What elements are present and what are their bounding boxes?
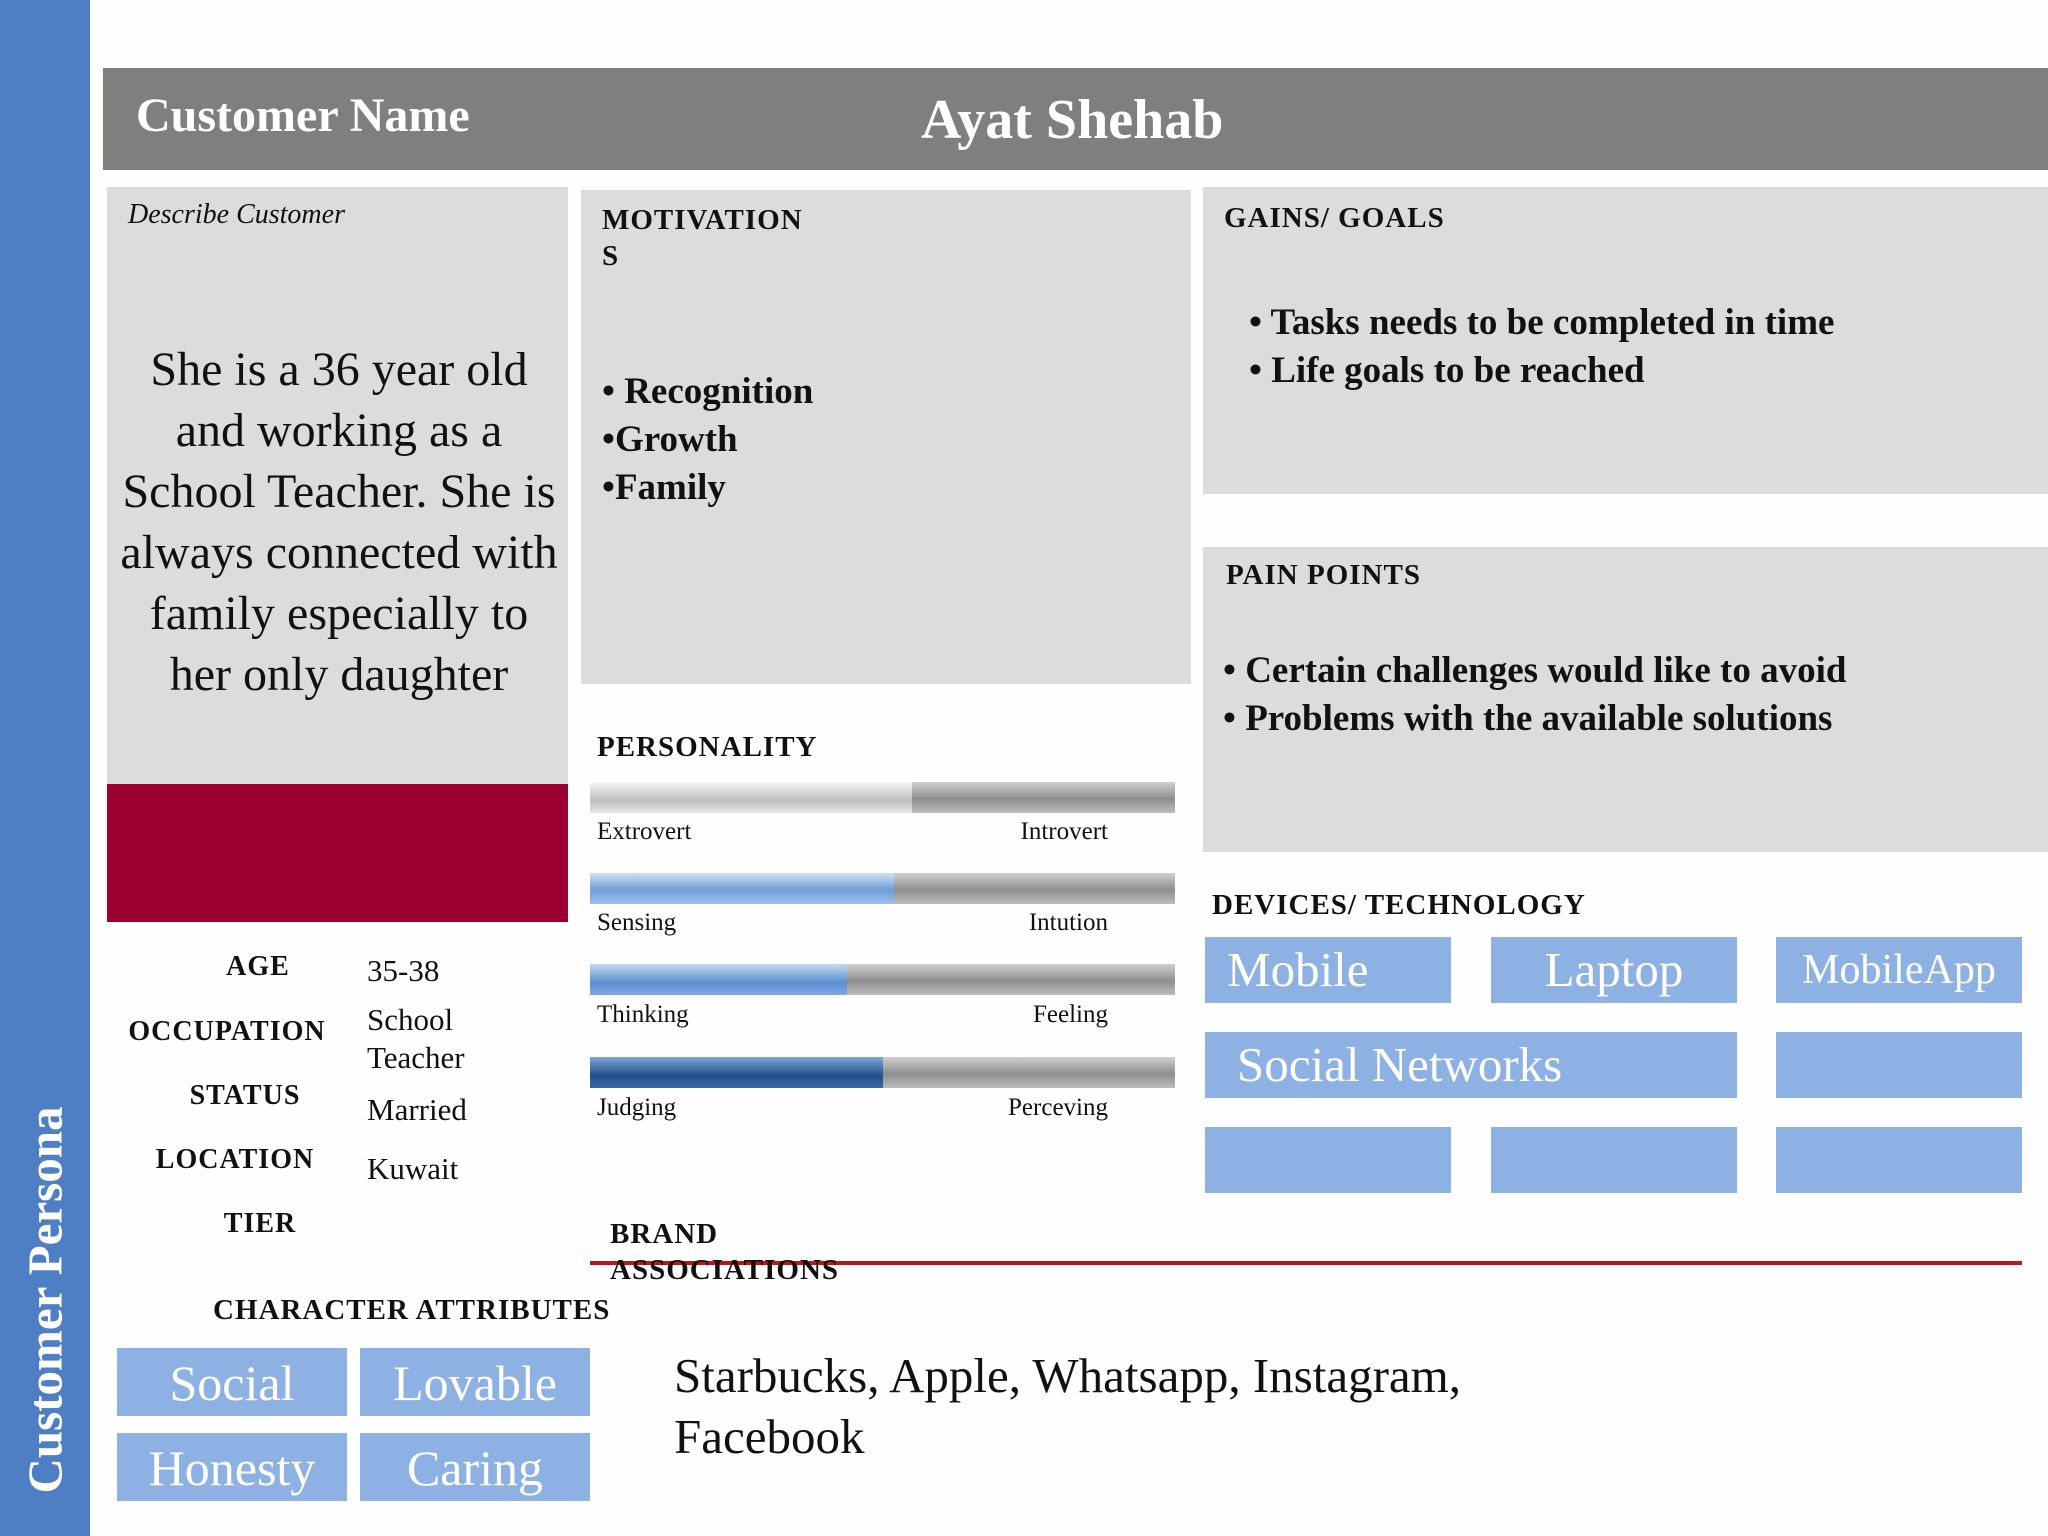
describe-customer-label: Describe Customer (128, 199, 345, 230)
devices-title: DEVICES/ TECHNOLOGY (1212, 889, 1586, 921)
motivations-title-line1: MOTIVATION (602, 204, 803, 236)
personality-bar-fill (590, 1057, 883, 1088)
list-item: • Recognition (602, 371, 814, 412)
device-tile-mobileapp: MobileApp (1776, 937, 2022, 1003)
motivations-title (602, 202, 803, 274)
pain-points-panel (1203, 547, 2048, 852)
device-tile-laptop: Laptop (1491, 937, 1737, 1003)
list-item: • Life goals to be reached (1249, 350, 1645, 391)
device-tile-empty (1776, 1032, 2022, 1098)
tier-label: TIER (223, 1208, 297, 1239)
character-tile-honesty: Honesty (117, 1433, 347, 1501)
personality-bar-thinking (590, 964, 1175, 995)
occupation-value-line1: School (367, 1002, 454, 1037)
header-bar (103, 68, 2048, 170)
character-tile-lovable: Lovable (360, 1348, 590, 1416)
list-item: • Problems with the available solutions (1223, 698, 1833, 739)
trait-right-label: Perceving (1008, 1094, 1108, 1121)
motivations-list (602, 368, 813, 512)
brand-text-line1: Starbucks, Apple, Whatsapp, Instagram, (674, 1348, 1462, 1403)
motivations-title-line2: S (602, 240, 620, 272)
customer-name-value: Ayat Shehab (921, 89, 1224, 151)
list-item: •Family (602, 467, 726, 508)
device-tile-social-networks: Social Networks (1205, 1032, 1737, 1098)
trait-right-label: Feeling (1033, 1001, 1108, 1028)
trait-left-label: Sensing (597, 909, 677, 936)
personality-title: PERSONALITY (597, 731, 818, 763)
occupation-value (367, 1001, 465, 1077)
sidebar-title: Customer Persona (17, 1106, 73, 1494)
personality-bar-sensing (590, 873, 1175, 904)
trait-right-label: Intution (1028, 909, 1108, 936)
gains-goals-list (1249, 299, 1834, 395)
device-tile-mobile: Mobile (1205, 937, 1451, 1003)
list-item: • Certain challenges would like to avoid (1223, 650, 1847, 691)
location-value: Kuwait (367, 1151, 459, 1186)
list-item: •Growth (602, 419, 738, 460)
character-tile-social: Social (117, 1348, 347, 1416)
character-attributes-title: CHARACTER ATTRIBUTES (213, 1294, 611, 1326)
describe-customer-panel (107, 187, 568, 784)
trait-left-label: Judging (597, 1094, 677, 1121)
personality-bar-judging (590, 1057, 1175, 1088)
pain-points-list (1223, 647, 1846, 743)
brand-text-line2: Facebook (674, 1409, 865, 1464)
status-label: STATUS (189, 1080, 301, 1111)
personality-bar-extrovert (590, 782, 1175, 813)
device-tile-empty (1205, 1127, 1451, 1193)
accent-block (107, 784, 568, 922)
occupation-label: OCCUPATION (128, 1016, 326, 1047)
trait-left-label: Extrovert (597, 818, 692, 845)
trait-left-label: Thinking (597, 1001, 689, 1028)
describe-customer-text: She is a 36 year old and working as a School Teacher. She is always connected with family especially to her only daughter (120, 343, 558, 701)
personality-bar-fill (590, 782, 912, 813)
gains-goals-panel (1203, 187, 2048, 494)
device-tile-empty (1776, 1127, 2022, 1193)
personality-bar-fill (590, 873, 894, 904)
device-tile-empty (1491, 1127, 1737, 1193)
pain-points-title: PAIN POINTS (1226, 559, 1421, 591)
personality-bar-fill (590, 964, 847, 995)
location-label: LOCATION (155, 1144, 315, 1175)
brand-title-line2: ASSOCIATIONS (610, 1254, 840, 1286)
age-value: 35-38 (367, 953, 440, 988)
status-value: Married (367, 1092, 467, 1127)
list-item: • Tasks needs to be completed in time (1249, 302, 1835, 343)
sidebar (0, 0, 90, 1536)
trait-right-label: Introvert (1020, 818, 1108, 845)
brand-title-line1: BRAND (610, 1218, 719, 1250)
customer-name-label: Customer Name (136, 89, 470, 142)
character-tile-caring: Caring (360, 1433, 590, 1501)
gains-goals-title: GAINS/ GOALS (1224, 202, 1445, 234)
brand-title (610, 1216, 839, 1288)
brand-text (674, 1345, 1461, 1467)
occupation-value-line2: Teacher (367, 1040, 465, 1075)
age-label: AGE (226, 951, 290, 982)
motivations-panel (581, 190, 1191, 684)
